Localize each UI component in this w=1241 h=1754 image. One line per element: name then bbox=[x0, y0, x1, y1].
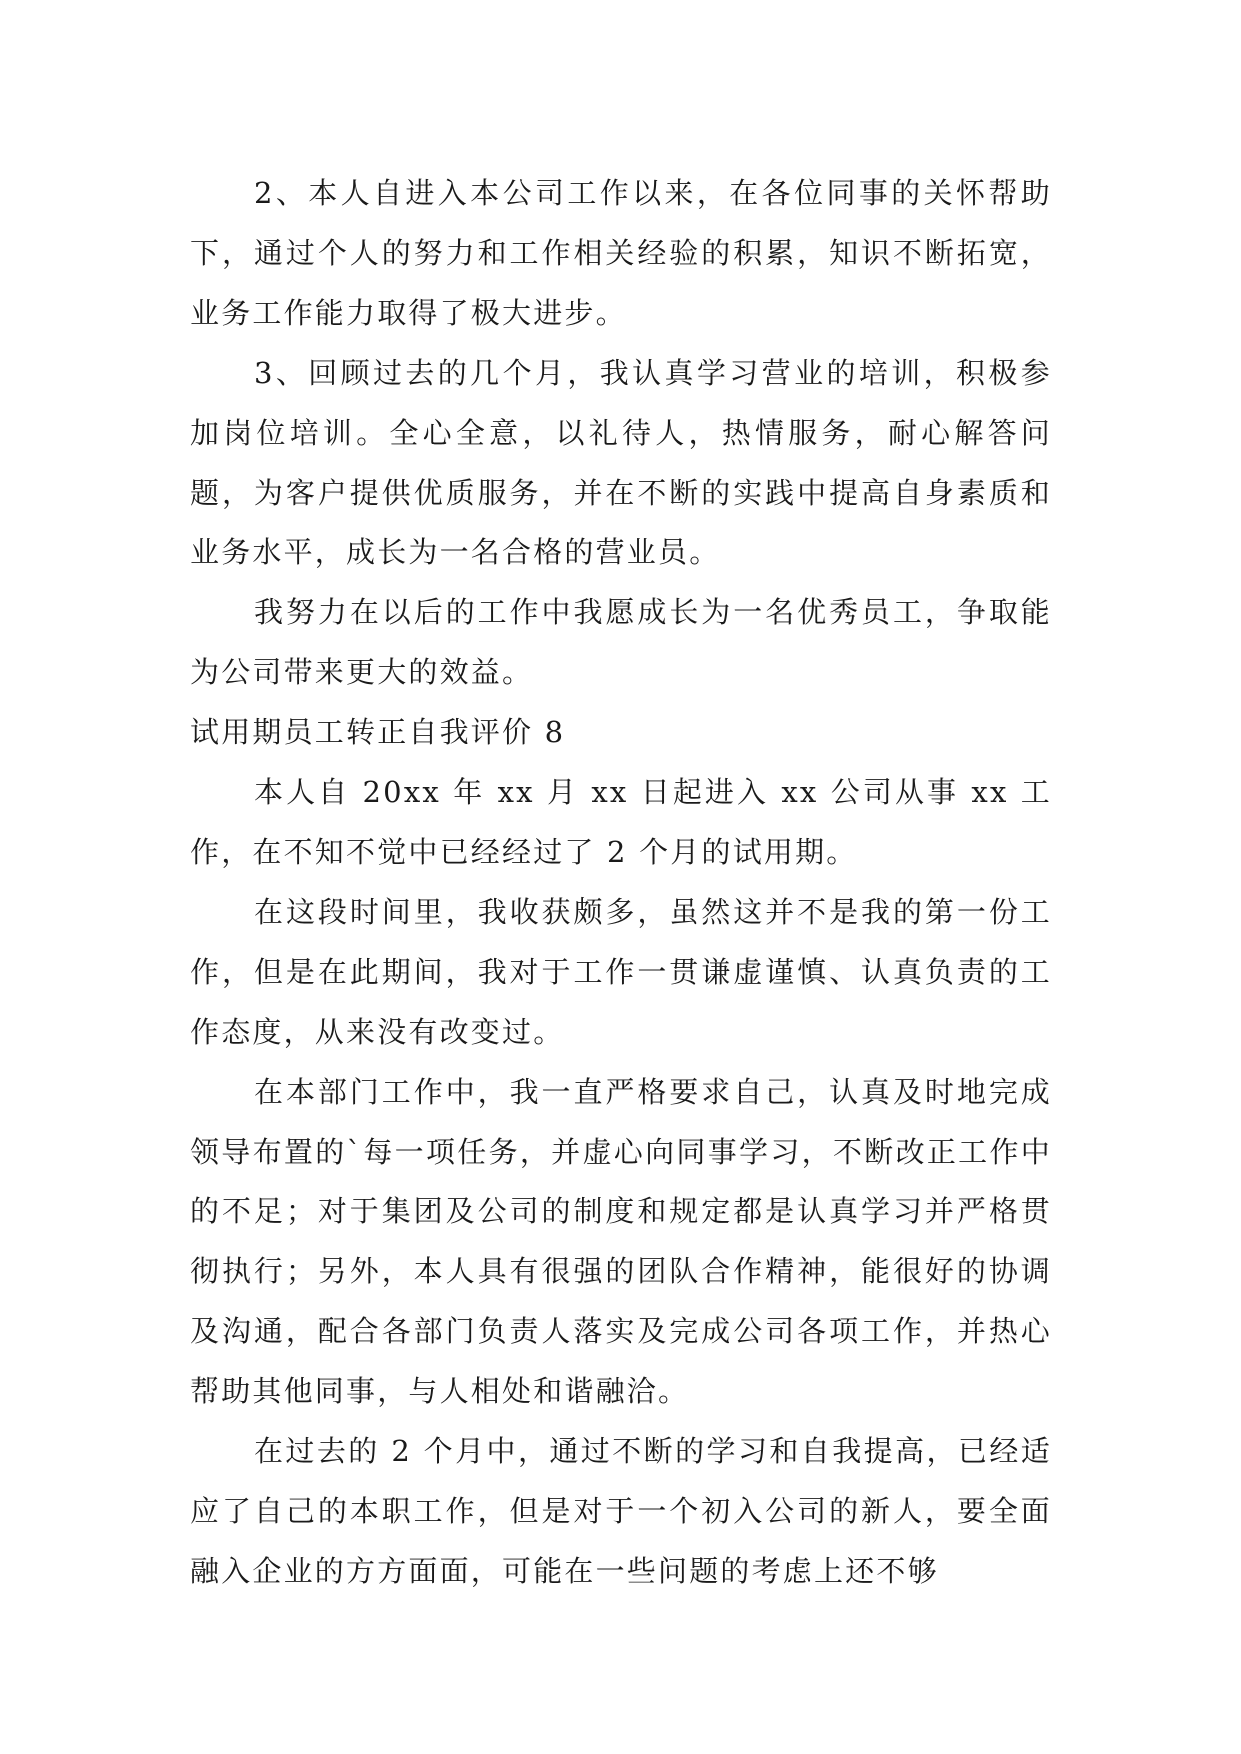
paragraph-improvement: 在过去的 2 个月中，通过不断的学习和自我提高，已经适应了自己的本职工作，但是对于一个初入公司的新人，要全面融入企业的方方面面，可能在一些问题的考虑上还不够 bbox=[190, 1434, 1052, 1588]
paragraph-work-attitude: 在本部门工作中，我一直严格要求自己，认真及时地完成领导布置的`每一项任务，并虚心向同事学习，不断改正工作中的不足；对于集团及公司的制度和规定都是认真学习并严格贯彻执行；另外，本人具有很强的团队合作精神，能很好的协调及沟通，配合各部门负责人落实及完成公司各项工作，并热心帮助其他同事，与人相处和谐融洽。 bbox=[190, 1074, 1052, 1409]
paragraph-item-2: 2、本人自进入本公司工作以来，在各位同事的关怀帮助下，通过个人的努力和工作相关经验的积累，知识不断拓宽，业务工作能力取得了极大进步。 bbox=[190, 176, 1052, 330]
paragraph-item-3: 3、回顾过去的几个月，我认真学习营业的培训，积极参加岗位培训。全心全意，以礼待人，热情服务，耐心解答问题，为客户提供优质服务，并在不断的实践中提高自身素质和业务水平，成长为一名合格的营业员。 bbox=[190, 355, 1052, 570]
paragraph-reflection: 在这段时间里，我收获颇多，虽然这并不是我的第一份工作，但是在此期间，我对于工作一贯谦虚谨慎、认真负责的工作态度，从来没有改变过。 bbox=[190, 894, 1052, 1049]
paragraph-closing: 我努力在以后的工作中我愿成长为一名优秀员工，争取能为公司带来更大的效益。 bbox=[190, 595, 1052, 690]
section-heading: 试用期员工转正自我评价 8 bbox=[190, 715, 566, 750]
document-body bbox=[190, 164, 1052, 1602]
paragraph-intro: 本人自 20xx 年 xx 月 xx 日起进入 xx 公司从事 xx 工作，在不知不觉中已经经过了 2 个月的试用期。 bbox=[190, 775, 1052, 869]
